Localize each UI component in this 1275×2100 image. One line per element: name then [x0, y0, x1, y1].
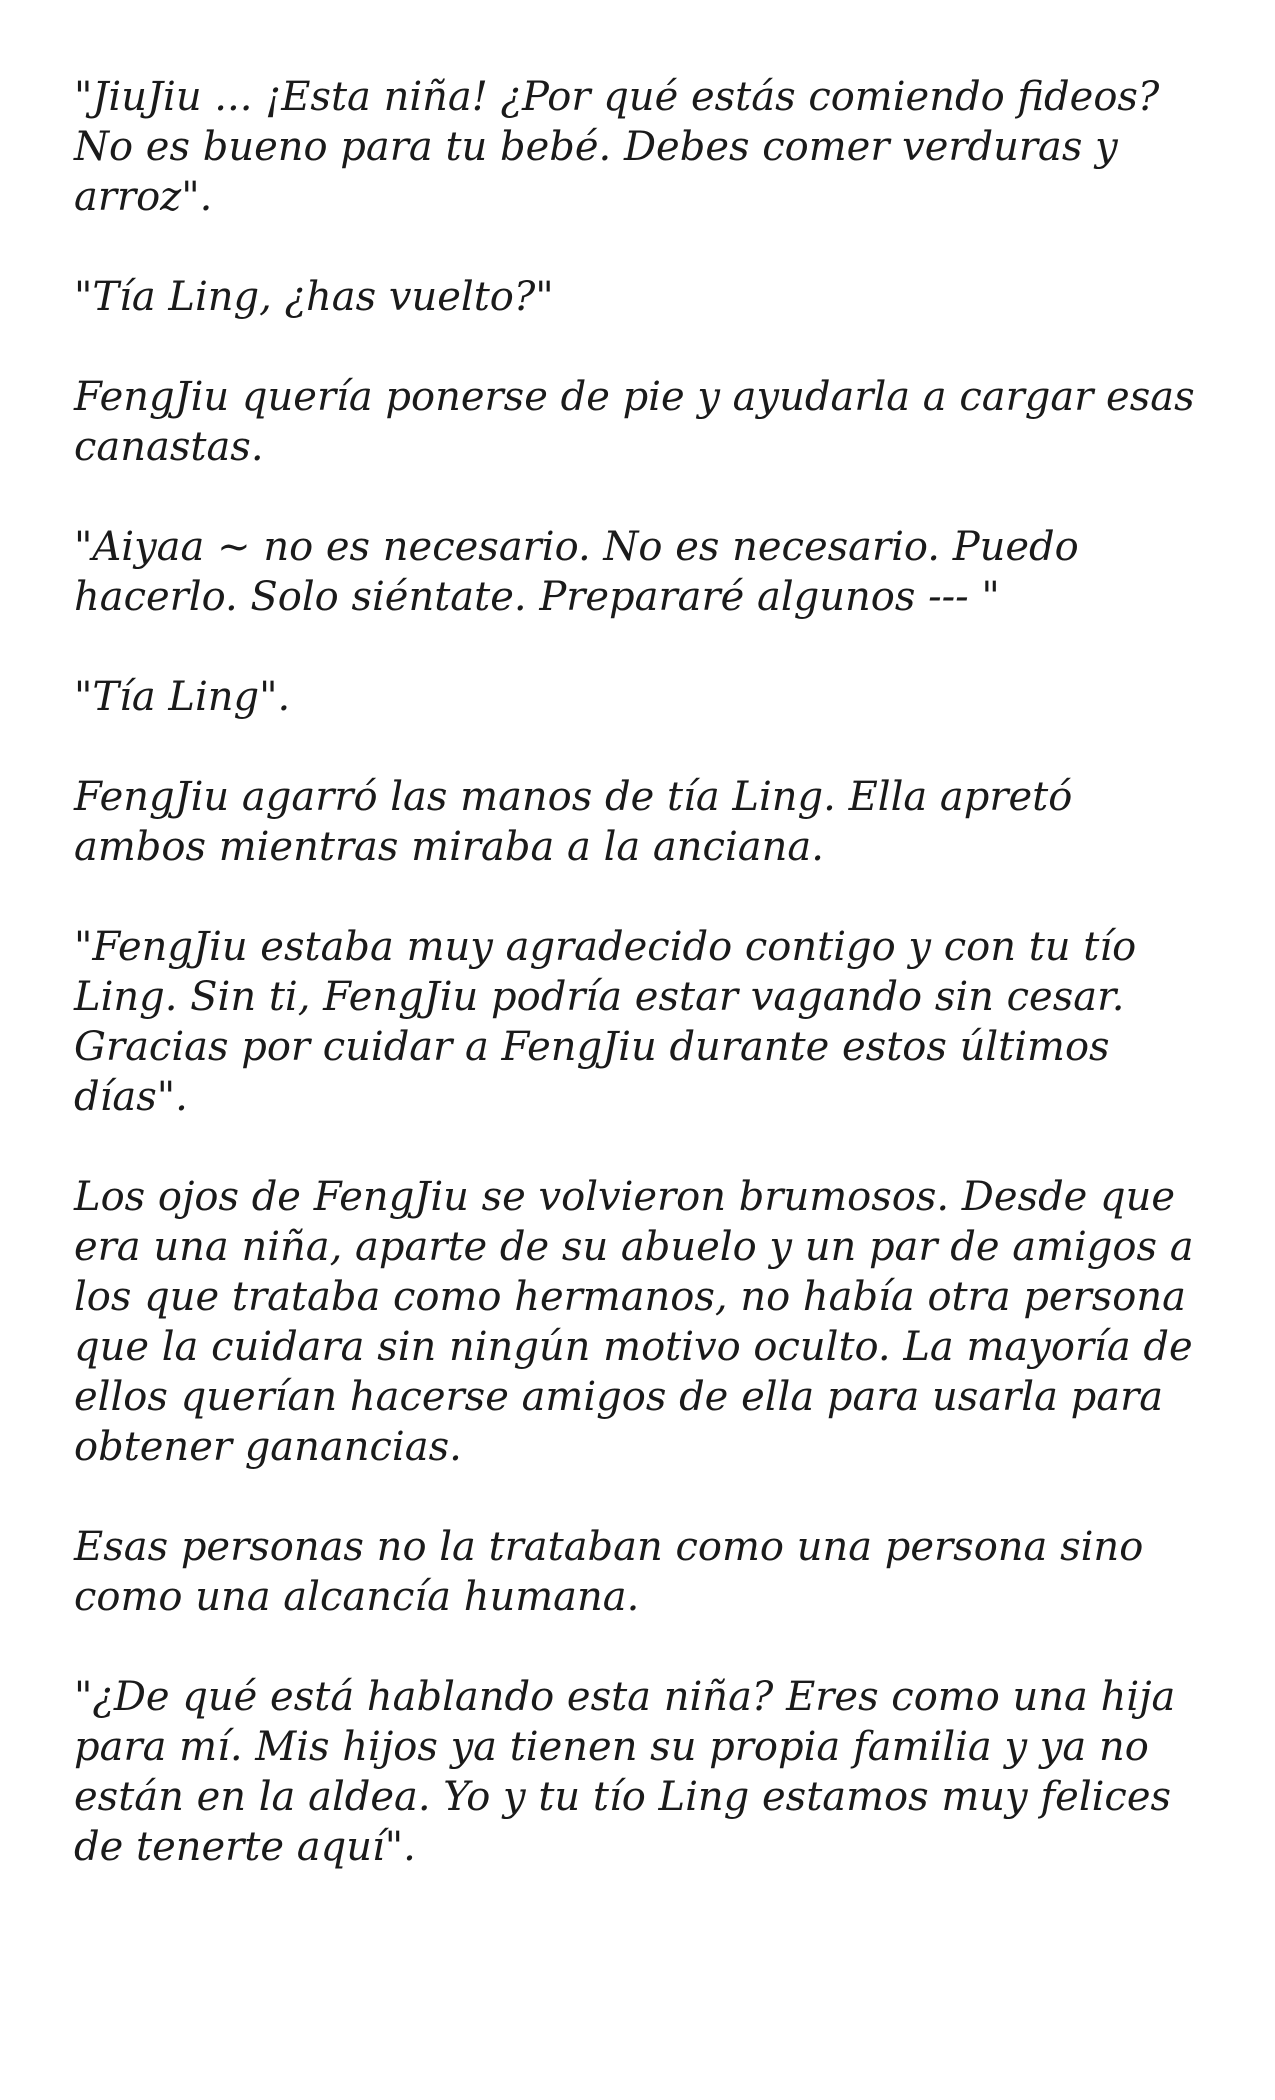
paragraph-4: "Aiyaa ~ no es necesario. No es necesario. Puedo hacerlo. Solo siéntate. Prepararé algunos --- ": [74, 524, 1079, 620]
paragraph-5: "Tía Ling".: [74, 674, 291, 720]
paragraph-9: Esas personas no la trataban como una persona sino como una alcancía humana.: [74, 1524, 1144, 1620]
paragraph-6: FengJiu agarró las manos de tía Ling. Ella apretó ambos mientras miraba a la anciana.: [74, 774, 1073, 870]
paragraph-2: "Tía Ling, ¿has vuelto?": [74, 274, 554, 320]
paragraph-3: FengJiu quería ponerse de pie y ayudarla a cargar esas canastas.: [74, 374, 1195, 470]
paragraph-8: Los ojos de FengJiu se volvieron brumosos. Desde que era una niña, aparte de su abuelo y un par de amigos a los que trataba como hermanos, no había otra persona que la cuidara sin ningún motivo oculto. La mayoría de ellos querían hacerse amigos de ella para usarla para obtener ganancias.: [74, 1174, 1194, 1470]
paragraph-1: "JiuJiu ... ¡Esta niña! ¿Por qué estás comiendo fideos? No es bueno para tu bebé. Debes comer verduras y arroz".: [74, 74, 1160, 220]
paragraph-10: "¿De qué está hablando esta niña? Eres como una hija para mí. Mis hijos ya tienen su propia familia y ya no están en la aldea. Yo y tu tío Ling estamos muy felices de tenerte aquí".: [74, 1674, 1176, 1870]
paragraph-7: "FengJiu estaba muy agradecido contigo y con tu tío Ling. Sin ti, FengJiu podría estar vagando sin cesar. Gracias por cuidar a FengJiu durante estos últimos días".: [74, 924, 1137, 1120]
